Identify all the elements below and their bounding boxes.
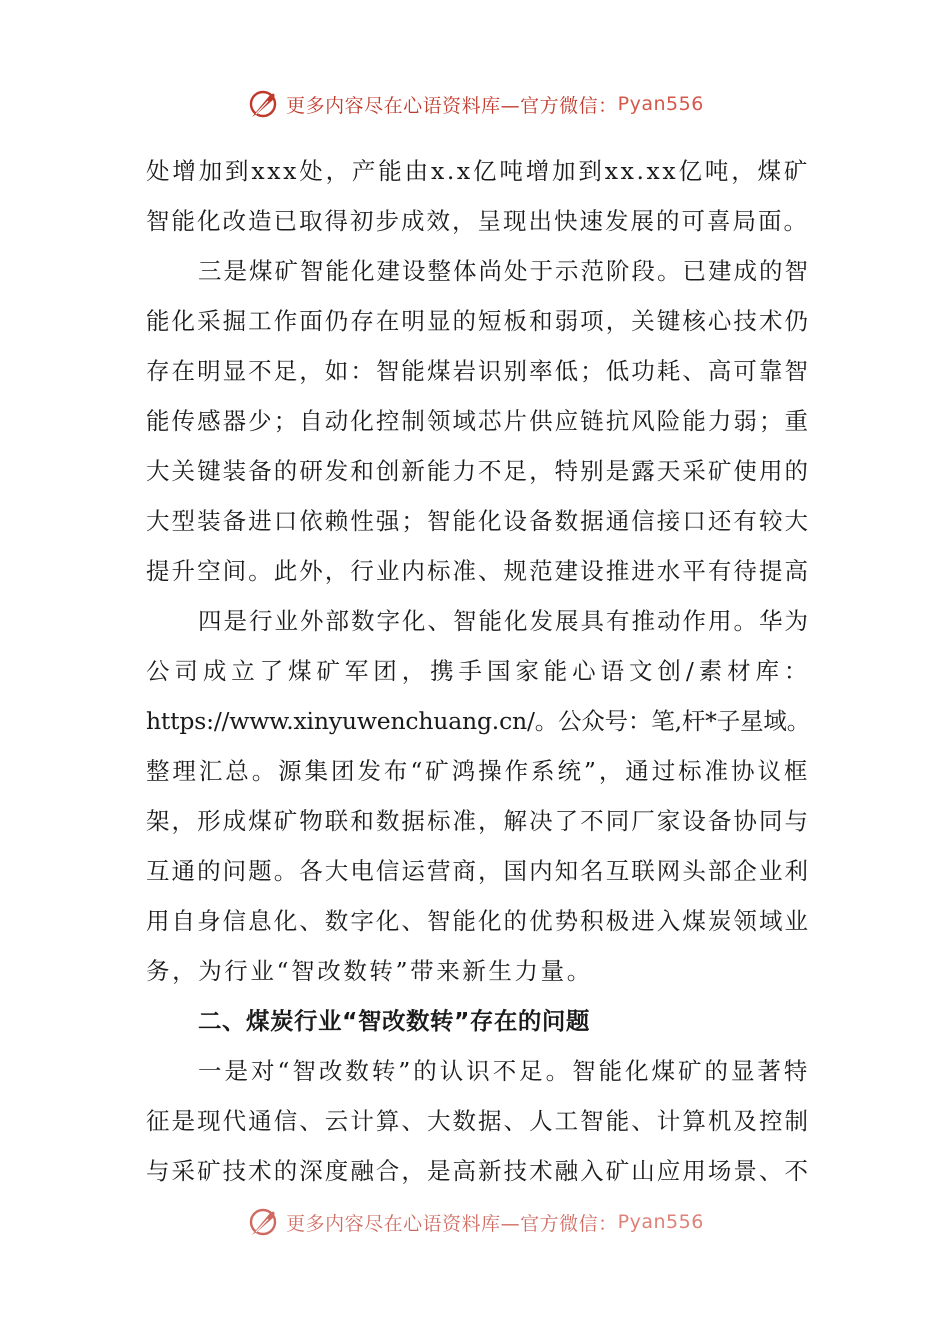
banner-text: 更多内容尽在心语资料库—官方微信： bbox=[286, 1212, 618, 1235]
header-watermark bbox=[0, 84, 950, 124]
text-line: 与采矿技术的深度融合，是高新技术融入矿山应用场景、不 bbox=[146, 1157, 810, 1185]
paragraph bbox=[146, 596, 810, 996]
text-line: 大型装备进口依赖性强；智能化设备数据通信接口还有较大 bbox=[146, 507, 810, 535]
text-line: https://www.xinyuwenchuang.cn/。公众号：笔,杆*子星域。 bbox=[146, 707, 810, 735]
quill-logo-icon bbox=[246, 87, 280, 121]
text-line: 公司成立了煤矿军团，携手国家能心语文创/素材库： bbox=[146, 657, 810, 685]
banner-text: 更多内容尽在心语资料库—官方微信： bbox=[286, 94, 618, 117]
text-line: 用自身信息化、数字化、智能化的优势积极进入煤炭领域业 bbox=[146, 907, 810, 935]
banner-wechat-id: Pyan556 bbox=[617, 93, 704, 115]
text-line: 能化采掘工作面仍存在明显的短板和弱项，关键核心技术仍 bbox=[146, 307, 810, 335]
banner-wechat-id: Pyan556 bbox=[617, 1211, 704, 1233]
quill-logo-icon bbox=[246, 1205, 280, 1239]
text-line: 务，为行业“智改数转”带来新生力量。 bbox=[146, 957, 593, 985]
text-line: 四是行业外部数字化、智能化发展具有推动作用。华为 bbox=[198, 607, 810, 635]
text-line: 提升空间。此外，行业内标准、规范建设推进水平有待提高 bbox=[146, 557, 810, 585]
section-heading: 二、煤炭行业“智改数转”存在的问题 bbox=[198, 1007, 590, 1035]
text-line: 处增加到xxx处，产能由x.x亿吨增加到xx.xx亿吨，煤矿 bbox=[146, 157, 810, 185]
text-line: 征是现代通信、云计算、大数据、人工智能、计算机及控制 bbox=[146, 1107, 810, 1135]
paragraph bbox=[146, 1046, 810, 1196]
text-line: 大关键装备的研发和创新能力不足，特别是露天采矿使用的 bbox=[146, 457, 810, 485]
text-line: 整理汇总。源集团发布“矿鸿操作系统”，通过标准协议框 bbox=[146, 757, 810, 785]
text-line: 互通的问题。各大电信运营商，国内知名互联网头部企业利 bbox=[146, 857, 810, 885]
footer-watermark bbox=[0, 1204, 950, 1240]
text-line: 能传感器少；自动化控制领域芯片供应链抗风险能力弱；重 bbox=[146, 407, 810, 435]
text-line: 存在明显不足，如：智能煤岩识别率低；低功耗、高可靠智 bbox=[146, 357, 810, 385]
text-line: 智能化改造已取得初步成效，呈现出快速发展的可喜局面。 bbox=[146, 207, 809, 235]
document-body bbox=[146, 146, 810, 1196]
text-line: 一是对“智改数转”的认识不足。智能化煤矿的显著特 bbox=[198, 1057, 810, 1085]
text-line: 三是煤矿智能化建设整体尚处于示范阶段。已建成的智 bbox=[198, 257, 810, 285]
text-line: 架，形成煤矿物联和数据标准，解决了不同厂家设备协同与 bbox=[146, 807, 810, 835]
paragraph bbox=[146, 246, 810, 596]
paragraph bbox=[146, 146, 810, 246]
